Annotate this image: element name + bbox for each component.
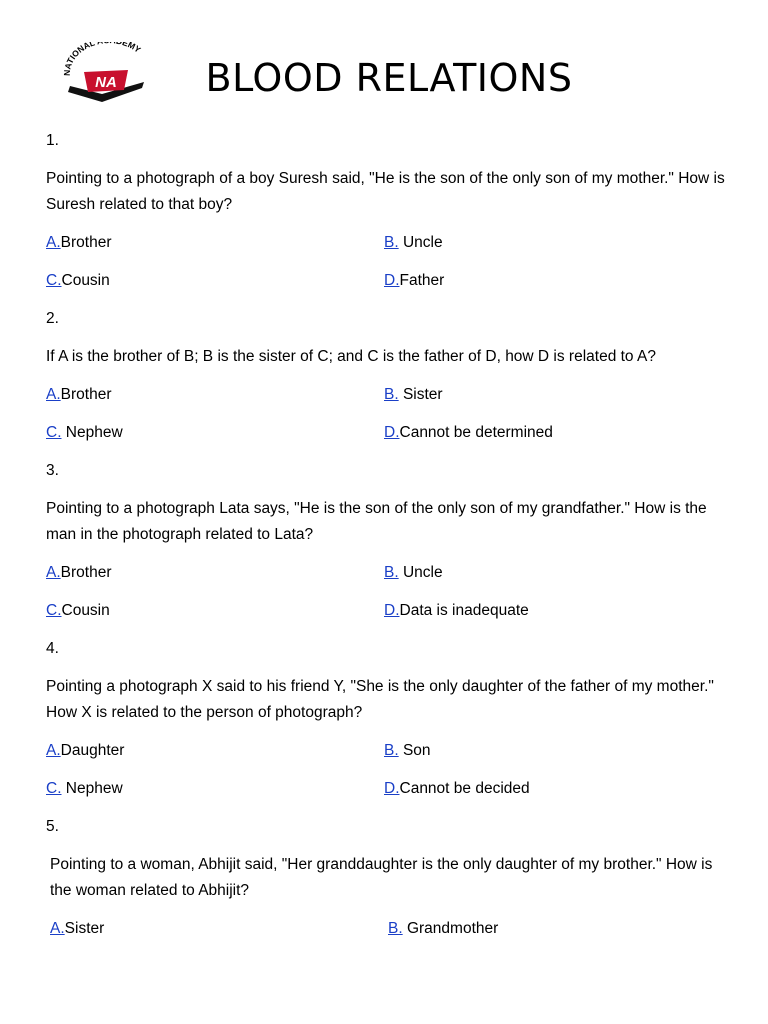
option-b-link[interactable]: B. [384, 386, 399, 403]
option-a-link[interactable]: A. [50, 920, 65, 937]
question-text: Pointing to a woman, Abhijit said, "Her granddaughter is the only daughter of my brother." How is the woman related to Abhijit? [50, 856, 713, 899]
option-c-text: Nephew [61, 780, 123, 797]
option-b-text: Grandmother [402, 920, 499, 937]
options [46, 916, 726, 954]
options [46, 738, 726, 814]
option-d [384, 776, 722, 814]
question-2 [46, 306, 726, 458]
option-c-text: Cousin [61, 602, 110, 619]
option-a-link[interactable]: A. [46, 386, 61, 403]
options [46, 382, 726, 458]
logo-text: NATIONAL EMY [62, 42, 143, 77]
option-a [50, 916, 388, 954]
option-a [46, 382, 384, 420]
option-c [46, 268, 384, 306]
option-b [384, 382, 722, 420]
question-5 [46, 814, 726, 954]
option-b [384, 738, 722, 776]
question-3 [46, 458, 726, 636]
option-b [384, 230, 722, 268]
option-b [388, 916, 726, 954]
option-c-text: Nephew [61, 424, 123, 441]
question-text: Pointing to a photograph Lata says, "He is the son of the only son of my grandfather." How is the man in the photograph related to Lata? [46, 500, 707, 543]
option-c [46, 420, 384, 458]
option-b-link[interactable]: B. [384, 742, 399, 759]
option-d-link[interactable]: D. [384, 272, 400, 289]
option-d [384, 598, 722, 636]
option-a-text: Brother [60, 234, 112, 251]
options [46, 230, 726, 306]
question-list [46, 128, 726, 954]
option-a [46, 738, 384, 776]
option-d-text: Cannot be decided [399, 780, 530, 797]
option-d-link[interactable]: D. [384, 602, 400, 619]
question-1 [46, 128, 726, 306]
option-d [384, 420, 722, 458]
question-4 [46, 636, 726, 814]
question-text: Pointing to a photograph of a boy Suresh said, "He is the son of the only son of my mother." How is Suresh related to that boy? [46, 170, 725, 213]
question-number: 5. [46, 818, 59, 835]
option-c [46, 598, 384, 636]
option-c-link[interactable]: C. [46, 424, 62, 441]
option-d-text: Father [399, 272, 445, 289]
option-a-link[interactable]: A. [46, 564, 61, 581]
question-number: 2. [46, 310, 59, 327]
option-a-text: Brother [60, 564, 112, 581]
option-c-text: Cousin [61, 272, 110, 289]
option-c-link[interactable]: C. [46, 780, 62, 797]
option-a [46, 230, 384, 268]
option-b-text: Uncle [398, 564, 443, 581]
option-a-link[interactable]: A. [46, 234, 61, 251]
option-c-link[interactable]: C. [46, 602, 62, 619]
logo-letters: NA [95, 74, 117, 91]
option-a-text: Sister [64, 920, 105, 937]
option-d-text: Cannot be determined [399, 424, 553, 441]
option-d-link[interactable]: D. [384, 780, 400, 797]
option-a [46, 560, 384, 598]
option-b-link[interactable]: B. [384, 564, 399, 581]
option-c [46, 776, 384, 814]
question-number: 1. [46, 132, 59, 149]
option-b-text: Uncle [398, 234, 443, 251]
option-b-link[interactable]: B. [388, 920, 403, 937]
question-text: Pointing a photograph X said to his friend Y, "She is the only daughter of the father of my mother." How X is related to the person of photograph? [46, 678, 714, 721]
question-number: 3. [46, 462, 59, 479]
option-c-link[interactable]: C. [46, 272, 62, 289]
option-b [384, 560, 722, 598]
option-a-link[interactable]: A. [46, 742, 61, 759]
question-text: If A is the brother of B; B is the sister of C; and C is the father of D, how D is related to A? [46, 348, 656, 365]
option-b-text: Sister [398, 386, 443, 403]
option-a-text: Brother [60, 386, 112, 403]
page-title: BLOOD RELATIONS [205, 56, 573, 100]
options [46, 560, 726, 636]
option-d-link[interactable]: D. [384, 424, 400, 441]
question-number: 4. [46, 640, 59, 657]
option-d [384, 268, 722, 306]
option-b-link[interactable]: B. [384, 234, 399, 251]
option-b-text: Son [398, 742, 431, 759]
option-a-text: Daughter [60, 742, 125, 759]
option-d-text: Data is inadequate [399, 602, 529, 619]
